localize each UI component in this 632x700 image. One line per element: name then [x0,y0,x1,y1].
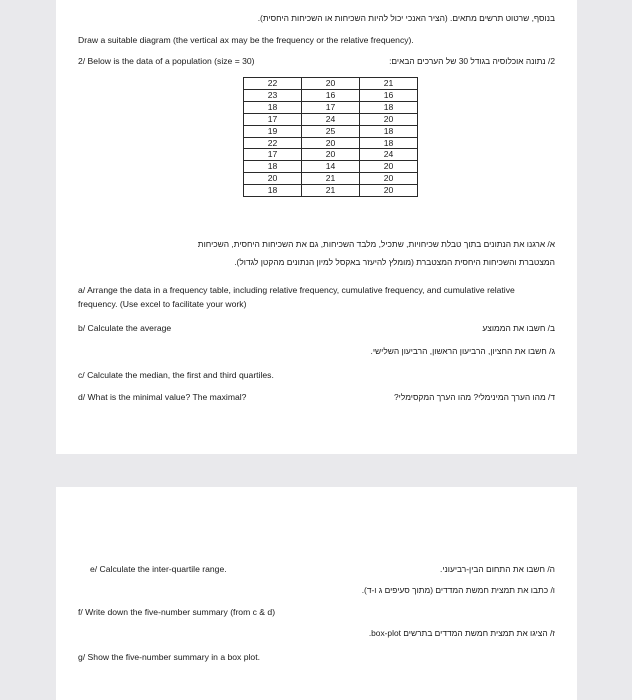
table-row [244,173,418,185]
table-row [244,137,418,149]
table-cell: 20 [244,173,302,185]
question-c-hebrew: ג/ חשבו את החציון, הרביעון הראשון, הרביעון השלישי. [370,346,555,356]
table-row [244,113,418,125]
question-2-english: 2/ Below is the data of a population (size = 30) [78,56,255,66]
question-b-hebrew: ב/ חשבו את הממוצע [482,323,555,333]
table-cell: 18 [360,125,418,137]
table-cell: 24 [302,113,360,125]
worksheet-page-2 [56,487,577,700]
table-cell: 21 [302,173,360,185]
question-f-hebrew: ו/ כתבו את תמצית חמשת המדדים (מתוך סעיפים ג ו-ד). [361,585,555,595]
table-row [244,78,418,90]
table-cell: 17 [244,113,302,125]
table-cell: 20 [302,149,360,161]
table-cell: 19 [244,125,302,137]
table-cell: 16 [302,89,360,101]
table-cell: 18 [244,101,302,113]
table-cell: 20 [360,173,418,185]
table-row [244,161,418,173]
table-row [244,101,418,113]
hebrew-intro: בנוסף, שרטוט תרשים מתאים. (הציר האנכי יכול להיות השכיחות או השכיחות היחסית). [257,13,555,23]
table-cell: 22 [244,78,302,90]
question-g-hebrew: ז/ הציגו את תמצית חמשת המדדים בתרשים box-plot. [368,628,555,638]
table-row [244,185,418,197]
question-e-english: e/ Calculate the inter-quartile range. [90,564,227,574]
question-c-english: c/ Calculate the median, the first and third quartiles. [78,370,274,380]
question-a-hebrew-line-2: המצטברת והשכיחות היחסית המצטברת (מומלץ להיעזר באקסל למיון הנתונים מהקטן לגדול). [234,257,555,267]
question-b-english: b/ Calculate the average [78,323,172,333]
table-cell: 20 [360,113,418,125]
table-row [244,89,418,101]
table-row [244,125,418,137]
table-cell: 23 [244,89,302,101]
question-g-english: g/ Show the five-number summary in a box plot. [78,652,260,662]
question-2-hebrew: 2/ נתונה אוכלוסיה בגודל 30 של הערכים הבאים: [389,56,555,66]
table-cell: 20 [302,137,360,149]
table-cell: 20 [360,185,418,197]
table-cell: 17 [302,101,360,113]
table-cell: 20 [360,161,418,173]
worksheet-page-1 [56,0,577,454]
table-cell: 18 [244,185,302,197]
table-cell: 20 [302,78,360,90]
table-cell: 25 [302,125,360,137]
table-cell: 22 [244,137,302,149]
table-cell: 18 [360,101,418,113]
table-row [244,149,418,161]
question-d-english: d/ What is the minimal value? The maximal? [78,392,247,402]
table-cell: 17 [244,149,302,161]
table-cell: 21 [302,185,360,197]
table-cell: 18 [360,137,418,149]
question-a-hebrew-line-1: א/ ארגנו את הנתונים בתוך טבלת שכיחויות, שתכיל, מלבד השכיחות, גם את השכיחות היחסית, השכיחות [197,239,555,249]
question-e-hebrew: ה/ חשבו את התחום הבין-רביעוני. [440,564,555,574]
population-data-table [243,77,418,197]
table-cell: 14 [302,161,360,173]
question-d-hebrew: ד/ מהו הערך המינימלי? מהו הערך המקסימלי? [394,392,555,402]
table-cell: 18 [244,161,302,173]
table-cell: 21 [360,78,418,90]
question-f-english: f/ Write down the five-number summary (from c & d) [78,607,276,617]
table-cell: 24 [360,149,418,161]
question-a-english: a/ Arrange the data in a frequency table, including relative frequency, cumulative frequency, and cumulative relative frequency. (Use excel to facilitate your work) [78,285,515,309]
english-intro: Draw a suitable diagram (the vertical ax may be the frequency or the relative frequency). [78,35,414,45]
table-cell: 16 [360,89,418,101]
